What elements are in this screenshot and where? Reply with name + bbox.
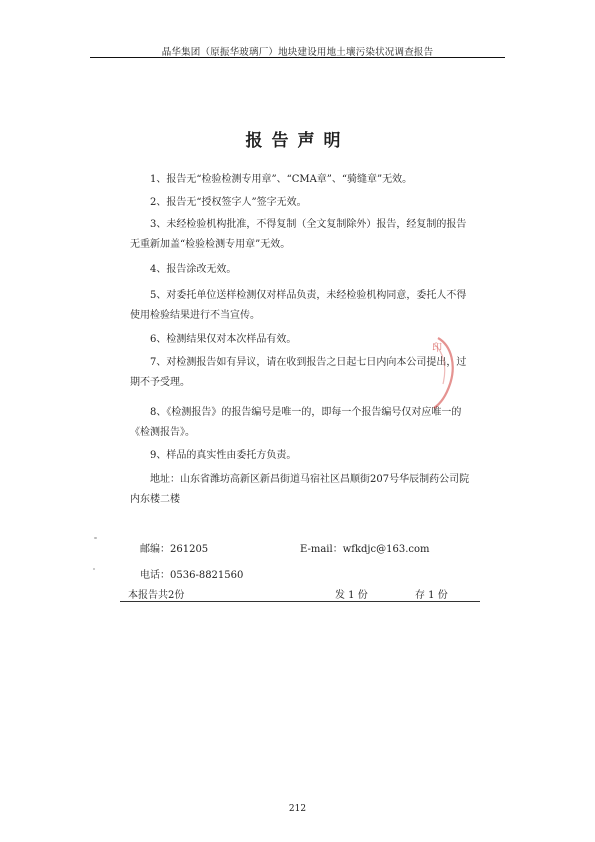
declaration-item-6: 6、检测结果仅对本次样品有效。 bbox=[150, 334, 297, 345]
declaration-item-2: 2、报告无“授权签字人”签字无效。 bbox=[150, 197, 307, 208]
declaration-item-5: 5、对委托单位送样检测仅对样品负责，未经检验机构同意，委托人不得使用检验结果进行不当宣传。 bbox=[130, 290, 467, 321]
declaration-item-3: 3、未经检验机构批准，不得复制（全文复制除外）报告，经复制的报告无重新加盖“检验检测专用章”无效。 bbox=[130, 219, 467, 250]
declaration-item-8: 8、《检测报告》的报告编号是唯一的，即每一个报告编号仅对应唯一的《检测报告》。 bbox=[130, 407, 462, 438]
seal-lettering: 印 bbox=[432, 343, 442, 354]
declaration-item-7: 7、对检测报告如有异议，请在收到报告之日起七日内向本公司提出，过期不予受理。 bbox=[130, 357, 467, 388]
copies-sent: 发 1 份 bbox=[335, 590, 368, 601]
declaration-item-1: 1、报告无“检验检测专用章”、“CMA章”、“骑缝章”无效。 bbox=[150, 174, 413, 185]
page-number: 212 bbox=[288, 804, 307, 814]
phone: 电话：0536-8821560 bbox=[140, 570, 244, 581]
email: E-mail：wfkdjc@163.com bbox=[300, 544, 430, 555]
scan-speck bbox=[93, 568, 95, 570]
declaration-title: 报告声明 bbox=[245, 131, 350, 151]
copies-underline bbox=[120, 601, 480, 602]
header-divider bbox=[90, 57, 505, 58]
copies-kept: 存 1 份 bbox=[415, 590, 448, 601]
copies-total: 本报告共2份 bbox=[128, 590, 185, 601]
company-address: 地址：山东省潍坊高新区新昌街道马宿社区昌顺街207号华辰制药公司院内东楼二楼 bbox=[130, 474, 470, 505]
scan-speck bbox=[94, 537, 97, 539]
postcode: 邮编：261205 bbox=[140, 544, 209, 555]
copies-summary bbox=[120, 586, 480, 602]
declaration-item-9: 9、样品的真实性由委托方负责。 bbox=[150, 450, 297, 461]
declaration-item-4: 4、报告涂改无效。 bbox=[150, 264, 237, 275]
running-header: 晶华集团（原振华玻璃厂）地块建设用地土壤污染状况调查报告 bbox=[161, 47, 434, 58]
